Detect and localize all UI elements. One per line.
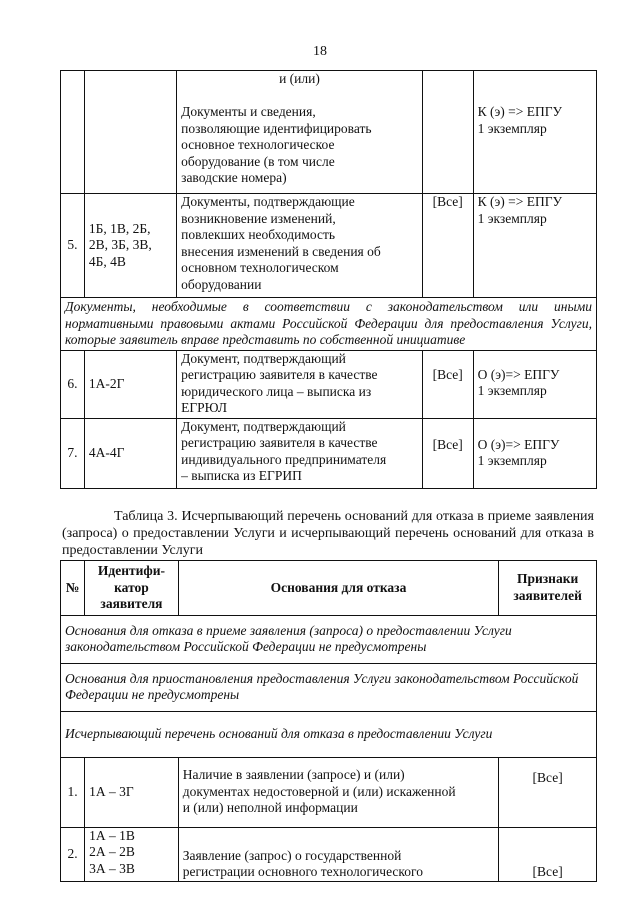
document-line: регистрацию заявителя в качестве <box>181 435 378 450</box>
submission-line: К (э) => ЕПГУ <box>477 104 563 119</box>
document-cell <box>177 71 423 194</box>
reason-line: и (или) неполной информации <box>182 800 358 816</box>
reason-cell <box>178 757 499 827</box>
document-line: индивидуального предпринимателя <box>181 451 387 467</box>
table-row <box>61 194 597 298</box>
table-row <box>61 757 597 827</box>
identifier-cell <box>85 827 179 881</box>
section-row <box>61 663 597 711</box>
document-line: и (или) <box>279 71 320 86</box>
section-note-row <box>61 298 597 351</box>
identifier-line: 2А – 2В <box>89 844 135 859</box>
table-row <box>61 350 597 418</box>
identifier-line: 2В, 3Б, 3В, <box>88 237 152 253</box>
identifier-line: 1А – 1В <box>89 827 135 843</box>
column-header-signs <box>499 561 597 616</box>
identifier-line: 4Б, 4В <box>88 253 126 269</box>
section-note: Документы, необходимые в соответствии с законодательством или иными нормативными правовыми актами Российской Федерации для предоставления Услуги, которые заявитель вправе представить по собственной инициативе <box>61 298 597 351</box>
submission-line: 1 экземпляр <box>477 383 547 398</box>
document-line: позволяющие идентифицировать <box>181 120 372 136</box>
submission-line: К (э) => ЕПГУ <box>477 194 563 209</box>
submission-line: 1 экземпляр <box>477 453 547 468</box>
identifier-line: 3А – 3В <box>89 860 135 876</box>
column-header-reason: Основания для отказа <box>178 561 499 616</box>
document-line: возникновение изменений, <box>181 210 336 226</box>
header-row <box>61 561 597 616</box>
section-row <box>61 615 597 663</box>
row-number-cell <box>61 71 85 194</box>
row-number: 5. <box>61 194 85 298</box>
submission-line: 1 экземпляр <box>477 120 547 136</box>
identifier-cell: 4А-4Г <box>84 418 176 488</box>
document-cell <box>177 194 423 298</box>
submission-cell <box>473 194 596 298</box>
row-number: 7. <box>61 418 85 488</box>
submission-line <box>478 88 592 105</box>
tag-cell <box>422 71 473 194</box>
header-line: заявителей <box>513 587 582 603</box>
identifier-cell <box>84 71 176 194</box>
reason-line: Наличие в заявлении (запросе) и (или) <box>182 767 405 783</box>
identifier-line: 1Б, 1В, 2Б, <box>88 220 151 236</box>
tag-cell: [Все] <box>422 418 473 488</box>
table-row <box>61 418 597 488</box>
submission-cell <box>473 71 596 194</box>
document-line: Документ, подтверждающий <box>181 350 346 366</box>
reason-line: Заявление (запрос) о государственной <box>182 847 402 863</box>
submission-line: 1 экземпляр <box>477 210 547 226</box>
reason-line: регистрации основного технологического <box>182 864 423 879</box>
page-number: 18 <box>313 44 327 59</box>
header-line: Идентифи- <box>97 563 165 578</box>
table-row <box>61 71 597 194</box>
identifier-cell <box>84 194 176 298</box>
row-number: 2. <box>61 827 85 881</box>
submission-line: О (э)=> ЕПГУ <box>477 436 560 452</box>
caption-text: Таблица 3. Исчерпывающий перечень оснований для отказа в приеме заявления (запроса) о предоставлении Услуги и исчерпывающий перечень оснований для отказа в предоставлении Услуги <box>62 509 594 558</box>
submission-cell <box>473 418 596 488</box>
documents-table <box>60 70 597 489</box>
document-line: оборудовании <box>181 276 262 292</box>
header-line: катор <box>114 579 149 595</box>
document-line: оборудование (в том числе <box>181 153 335 169</box>
row-number: 1. <box>61 757 85 827</box>
reason-cell <box>178 827 499 881</box>
section-reject-text: Основания для отказа в приеме заявления (запроса) о предоставлении Услуги законодательством Российской Федерации не предусмотрены <box>61 615 597 663</box>
document-line: основном технологическом <box>181 260 339 275</box>
column-header-identifier <box>85 561 179 616</box>
table-caption <box>62 508 594 559</box>
document-cell <box>177 350 423 418</box>
signs-cell: [Все] <box>499 827 597 881</box>
identifier-cell: 1А-2Г <box>84 350 176 418</box>
submission-cell <box>473 350 596 418</box>
signs-cell: [Все] <box>499 757 597 827</box>
document-line: юридического лица – выписка из <box>181 383 372 399</box>
tag-cell: [Все] <box>422 350 473 418</box>
document-line: Документы, подтверждающие <box>181 194 355 209</box>
document-line: основное технологическое <box>181 137 335 152</box>
document-line: ЕГРЮЛ <box>181 400 228 415</box>
document-line: Документы и сведения, <box>181 104 316 119</box>
submission-line <box>478 71 592 88</box>
header-line: заявителя <box>100 596 163 611</box>
document-line: заводские номера) <box>181 170 287 185</box>
document-line: повлекших необходимость <box>181 227 336 242</box>
reason-line: документах недостоверной и (или) искаженной <box>182 783 456 799</box>
section-row <box>61 711 597 757</box>
document-line: внесения изменений в сведения об <box>181 243 381 259</box>
document-line: – выписка из ЕГРИП <box>181 468 302 483</box>
table-row <box>61 827 597 881</box>
identifier-cell: 1А – 3Г <box>85 757 179 827</box>
refusal-reasons-table <box>60 560 597 882</box>
document-line <box>181 88 418 105</box>
document-line: регистрацию заявителя в качестве <box>181 367 378 382</box>
tag-cell: [Все] <box>422 194 473 298</box>
header-line: Признаки <box>516 571 579 587</box>
row-number: 6. <box>61 350 85 418</box>
column-header-number: № <box>61 561 85 616</box>
document-line: Документ, подтверждающий <box>181 418 346 434</box>
section-suspend-text: Основания для приостановления предоставления Услуги законодательством Российской Федерации не предусмотрены <box>61 663 597 711</box>
submission-line: О (э)=> ЕПГУ <box>477 366 560 382</box>
section-refuse-text: Исчерпывающий перечень оснований для отказа в предоставлении Услуги <box>61 711 597 757</box>
document-cell <box>177 418 423 488</box>
